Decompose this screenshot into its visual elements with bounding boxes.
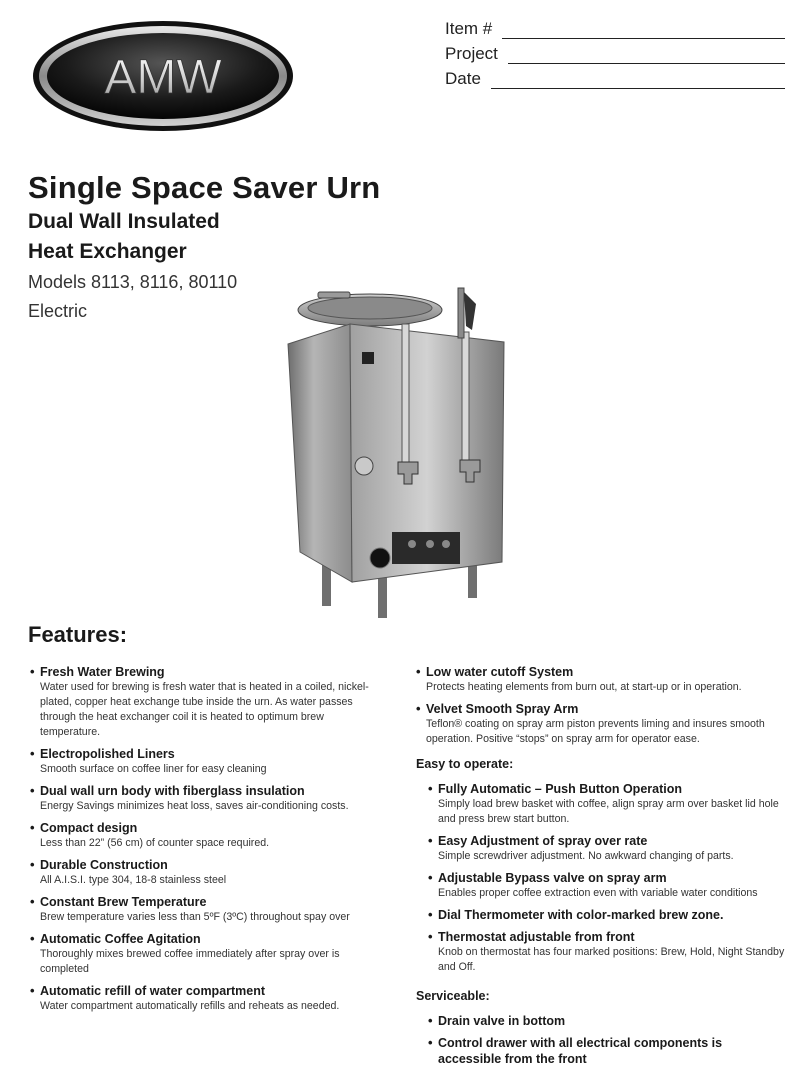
feature-item xyxy=(428,1013,786,1029)
feature-item xyxy=(428,870,786,901)
bullet: • xyxy=(30,931,35,946)
feature-description: All A.I.S.I. type 304, 18-8 stainless steel xyxy=(40,874,227,886)
serviceable-list xyxy=(416,1013,786,1067)
feature-item xyxy=(30,894,380,925)
page-title: Single Space Saver Urn xyxy=(28,170,381,205)
feature-title: Adjustable Bypass valve on spray arm xyxy=(438,871,667,885)
feature-item xyxy=(416,664,786,695)
feature-description: Smooth surface on coffee liner for easy cleaning xyxy=(40,763,267,775)
item-project-date-form xyxy=(445,14,785,89)
bullet: • xyxy=(30,983,35,998)
feature-title: Durable Construction xyxy=(40,858,168,872)
subtitle-heat-exchanger: Heat Exchanger xyxy=(28,240,187,263)
date-row xyxy=(445,64,785,89)
item-number-row xyxy=(445,14,785,39)
feature-description: Thoroughly mixes brewed coffee immediately after spray over is completed xyxy=(40,948,340,975)
feature-description: Protects heating elements from burn out, at start-up or in operation. xyxy=(426,681,742,693)
bullet: • xyxy=(428,907,433,922)
serviceable-heading: Serviceable: xyxy=(416,989,490,1003)
bullet: • xyxy=(30,746,35,761)
feature-description: Knob on thermostat has four marked positions: Brew, Hold, Night Standby and Off. xyxy=(438,946,785,973)
easy-to-operate-heading: Easy to operate: xyxy=(416,757,514,771)
bullet: • xyxy=(30,857,35,872)
bullet: • xyxy=(30,664,35,679)
feature-description: Teflon® coating on spray arm piston prevents liming and insures smooth operation. Positive “stops” on spray arm for operator ease. xyxy=(426,718,765,745)
feature-item xyxy=(30,783,380,814)
item-number-line xyxy=(502,24,785,39)
feature-description: Water used for brewing is fresh water that is heated in a coiled, nickel-plated, copper heat exchange tube inside the urn. As water passes through the heat exchanger coil it is heated to optimum brew temperature. xyxy=(40,681,369,738)
bullet: • xyxy=(30,783,35,798)
feature-title: Automatic Coffee Agitation xyxy=(40,932,201,946)
features-right-column xyxy=(416,664,786,1073)
feature-title: Constant Brew Temperature xyxy=(40,895,207,909)
feature-title: Easy Adjustment of spray over rate xyxy=(438,834,648,848)
feature-description: Energy Savings minimizes heat loss, saves air-conditioning costs. xyxy=(40,800,349,812)
easy-to-operate-list xyxy=(416,781,786,975)
feature-item xyxy=(30,931,380,977)
feature-title: Automatic refill of water compartment xyxy=(40,984,266,998)
feature-item xyxy=(428,907,786,923)
feature-description: Simple screwdriver adjustment. No awkward changing of parts. xyxy=(438,850,734,862)
feature-description: Brew temperature varies less than 5ºF (3ºC) throughout spay over xyxy=(40,911,350,923)
feature-title: Fully Automatic – Push Button Operation xyxy=(438,782,682,796)
feature-description: Enables proper coffee extraction even with variable water conditions xyxy=(438,887,758,899)
bullet: • xyxy=(416,664,421,679)
feature-title: Compact design xyxy=(40,821,138,835)
project-row xyxy=(445,39,785,64)
feature-item xyxy=(30,857,380,888)
feature-title: Control drawer with all electrical components is accessible from the front xyxy=(438,1036,723,1066)
bullet: • xyxy=(428,929,433,944)
features-left-column xyxy=(30,664,380,1020)
feature-item xyxy=(428,1035,786,1067)
logo-text: AMW xyxy=(104,51,222,104)
bullet: • xyxy=(30,894,35,909)
date-label: Date xyxy=(445,69,481,88)
feature-title: Dual wall urn body with fiberglass insulation xyxy=(40,784,305,798)
project-label: Project xyxy=(445,44,498,63)
amw-logo xyxy=(32,20,294,132)
feature-item xyxy=(30,983,380,1014)
feature-title: Drain valve in bottom xyxy=(438,1014,566,1028)
feature-description: Water compartment automatically refills and reheats as needed. xyxy=(40,1000,340,1012)
item-number-label: Item # xyxy=(445,19,493,38)
bullet: • xyxy=(428,1035,433,1050)
feature-title: Electropolished Liners xyxy=(40,747,175,761)
urn-product-image xyxy=(280,282,520,622)
feature-description: Simply load brew basket with coffee, align spray arm over basket lid hole and press brew start button. xyxy=(438,798,779,825)
feature-description: Less than 22” (56 cm) of counter space required. xyxy=(40,837,270,849)
bullet: • xyxy=(428,833,433,848)
feature-title: Dial Thermometer with color-marked brew zone. xyxy=(438,908,724,922)
feature-item xyxy=(30,664,380,740)
power-type: Electric xyxy=(28,301,88,321)
feature-title: Fresh Water Brewing xyxy=(40,665,165,679)
feature-title: Thermostat adjustable from front xyxy=(438,930,635,944)
feature-item xyxy=(428,833,786,864)
project-line xyxy=(508,49,785,64)
bullet: • xyxy=(428,1013,433,1028)
bullet: • xyxy=(416,701,421,716)
date-line xyxy=(491,74,785,89)
features-heading: Features: xyxy=(28,622,128,647)
models-line: Models 8113, 8116, 80110 xyxy=(28,272,238,292)
feature-item xyxy=(30,820,380,851)
bullet: • xyxy=(428,781,433,796)
subtitle-dual-wall: Dual Wall Insulated xyxy=(28,210,220,233)
feature-title: Velvet Smooth Spray Arm xyxy=(426,702,579,716)
feature-item xyxy=(428,781,786,827)
feature-item xyxy=(30,746,380,777)
feature-item xyxy=(428,929,786,975)
bullet: • xyxy=(428,870,433,885)
bullet: • xyxy=(30,820,35,835)
feature-item xyxy=(416,701,786,747)
feature-title: Low water cutoff System xyxy=(426,665,574,679)
